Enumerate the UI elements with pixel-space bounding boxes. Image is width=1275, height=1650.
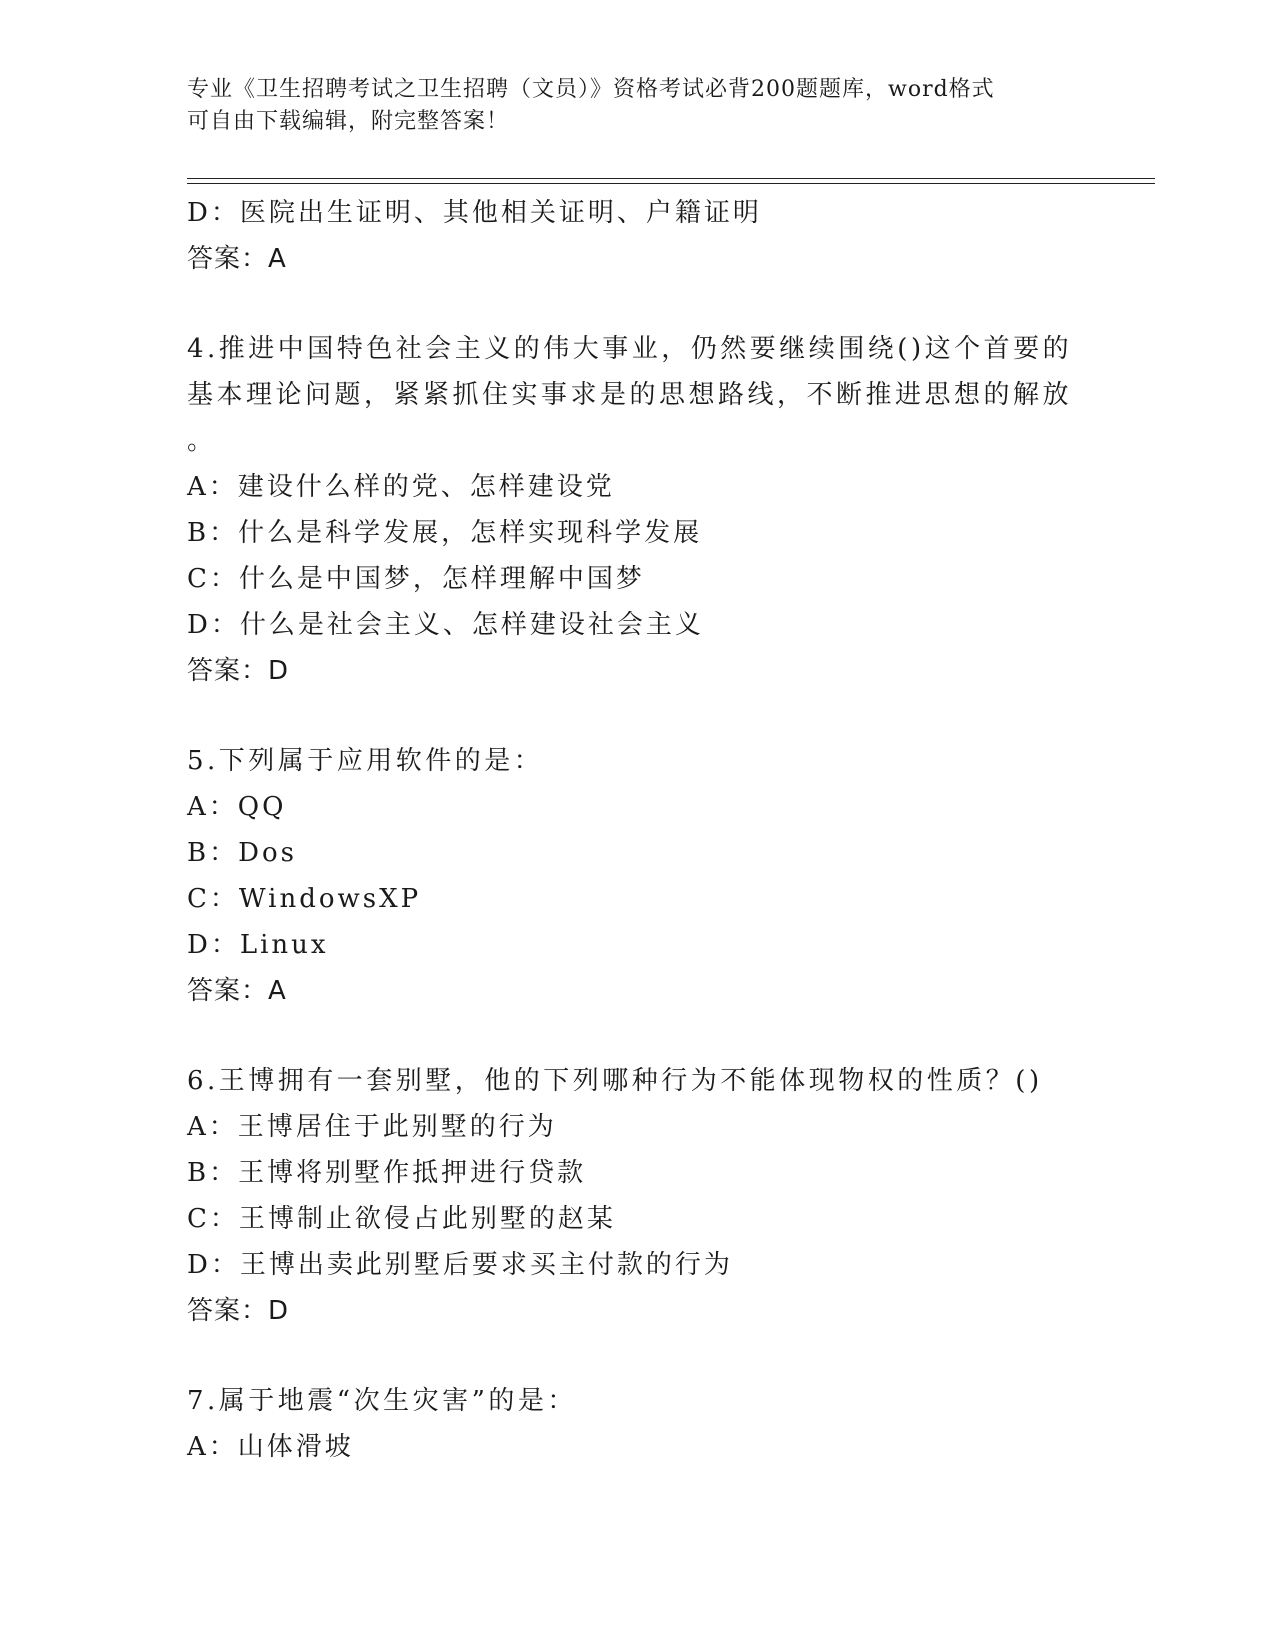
header-line-2: 可自由下载编辑，附完整答案！ bbox=[187, 109, 510, 134]
question-text-line: 4.推进中国特色社会主义的伟大事业，仍然要继续围绕()这个首要的 bbox=[187, 334, 1073, 364]
option-b: B：王博将别墅作抵押进行贷款 bbox=[187, 1158, 587, 1188]
question-text-line: 基本理论问题，紧紧抓住实事求是的思想路线，不断推进思想的解放 bbox=[187, 380, 1073, 410]
question-block bbox=[187, 738, 1087, 1014]
header-line-1: 专业《卫生招聘考试之卫生招聘（文员）》资格考试必背200题题库，word格式 bbox=[187, 77, 995, 102]
option-b: B：Dos bbox=[187, 838, 297, 868]
header-rule-bottom bbox=[187, 183, 1155, 184]
option-c: C：王博制止欲侵占此别墅的赵某 bbox=[187, 1204, 616, 1234]
question-block bbox=[187, 1378, 1087, 1470]
answer-line: 答案：D bbox=[187, 656, 290, 686]
answer-line: 答案：D bbox=[187, 1296, 290, 1326]
question-block bbox=[187, 1058, 1087, 1334]
question-block bbox=[187, 326, 1087, 694]
answer-line: 答案：A bbox=[187, 244, 287, 274]
option-d: D：王博出卖此别墅后要求买主付款的行为 bbox=[187, 1250, 733, 1280]
header-rule-top bbox=[187, 178, 1155, 179]
option-a: A：王博居住于此别墅的行为 bbox=[187, 1112, 557, 1142]
option-c: C：WindowsXP bbox=[187, 884, 422, 914]
option-d: D：什么是社会主义、怎样建设社会主义 bbox=[187, 610, 704, 640]
option-c: C：什么是中国梦，怎样理解中国梦 bbox=[187, 564, 645, 594]
page-header bbox=[187, 74, 1087, 138]
option-a: A：山体滑坡 bbox=[187, 1432, 354, 1462]
option-a: A：建设什么样的党、怎样建设党 bbox=[187, 472, 615, 502]
option-b: B：什么是科学发展，怎样实现科学发展 bbox=[187, 518, 703, 548]
question-text-line: 5.下列属于应用软件的是： bbox=[187, 746, 544, 776]
question-text-line: 7.属于地震“次生灾害”的是： bbox=[187, 1386, 577, 1416]
question-list bbox=[187, 190, 1087, 1470]
option-a: A：QQ bbox=[187, 792, 287, 822]
option-d: D：医院出生证明、其他相关证明、户籍证明 bbox=[187, 198, 762, 228]
answer-line: 答案：A bbox=[187, 976, 287, 1006]
question-text-line: 。 bbox=[187, 426, 217, 456]
question-text-line: 6.王博拥有一套别墅，他的下列哪种行为不能体现物权的性质？() bbox=[187, 1066, 1043, 1096]
option-d: D：Linux bbox=[187, 930, 329, 960]
